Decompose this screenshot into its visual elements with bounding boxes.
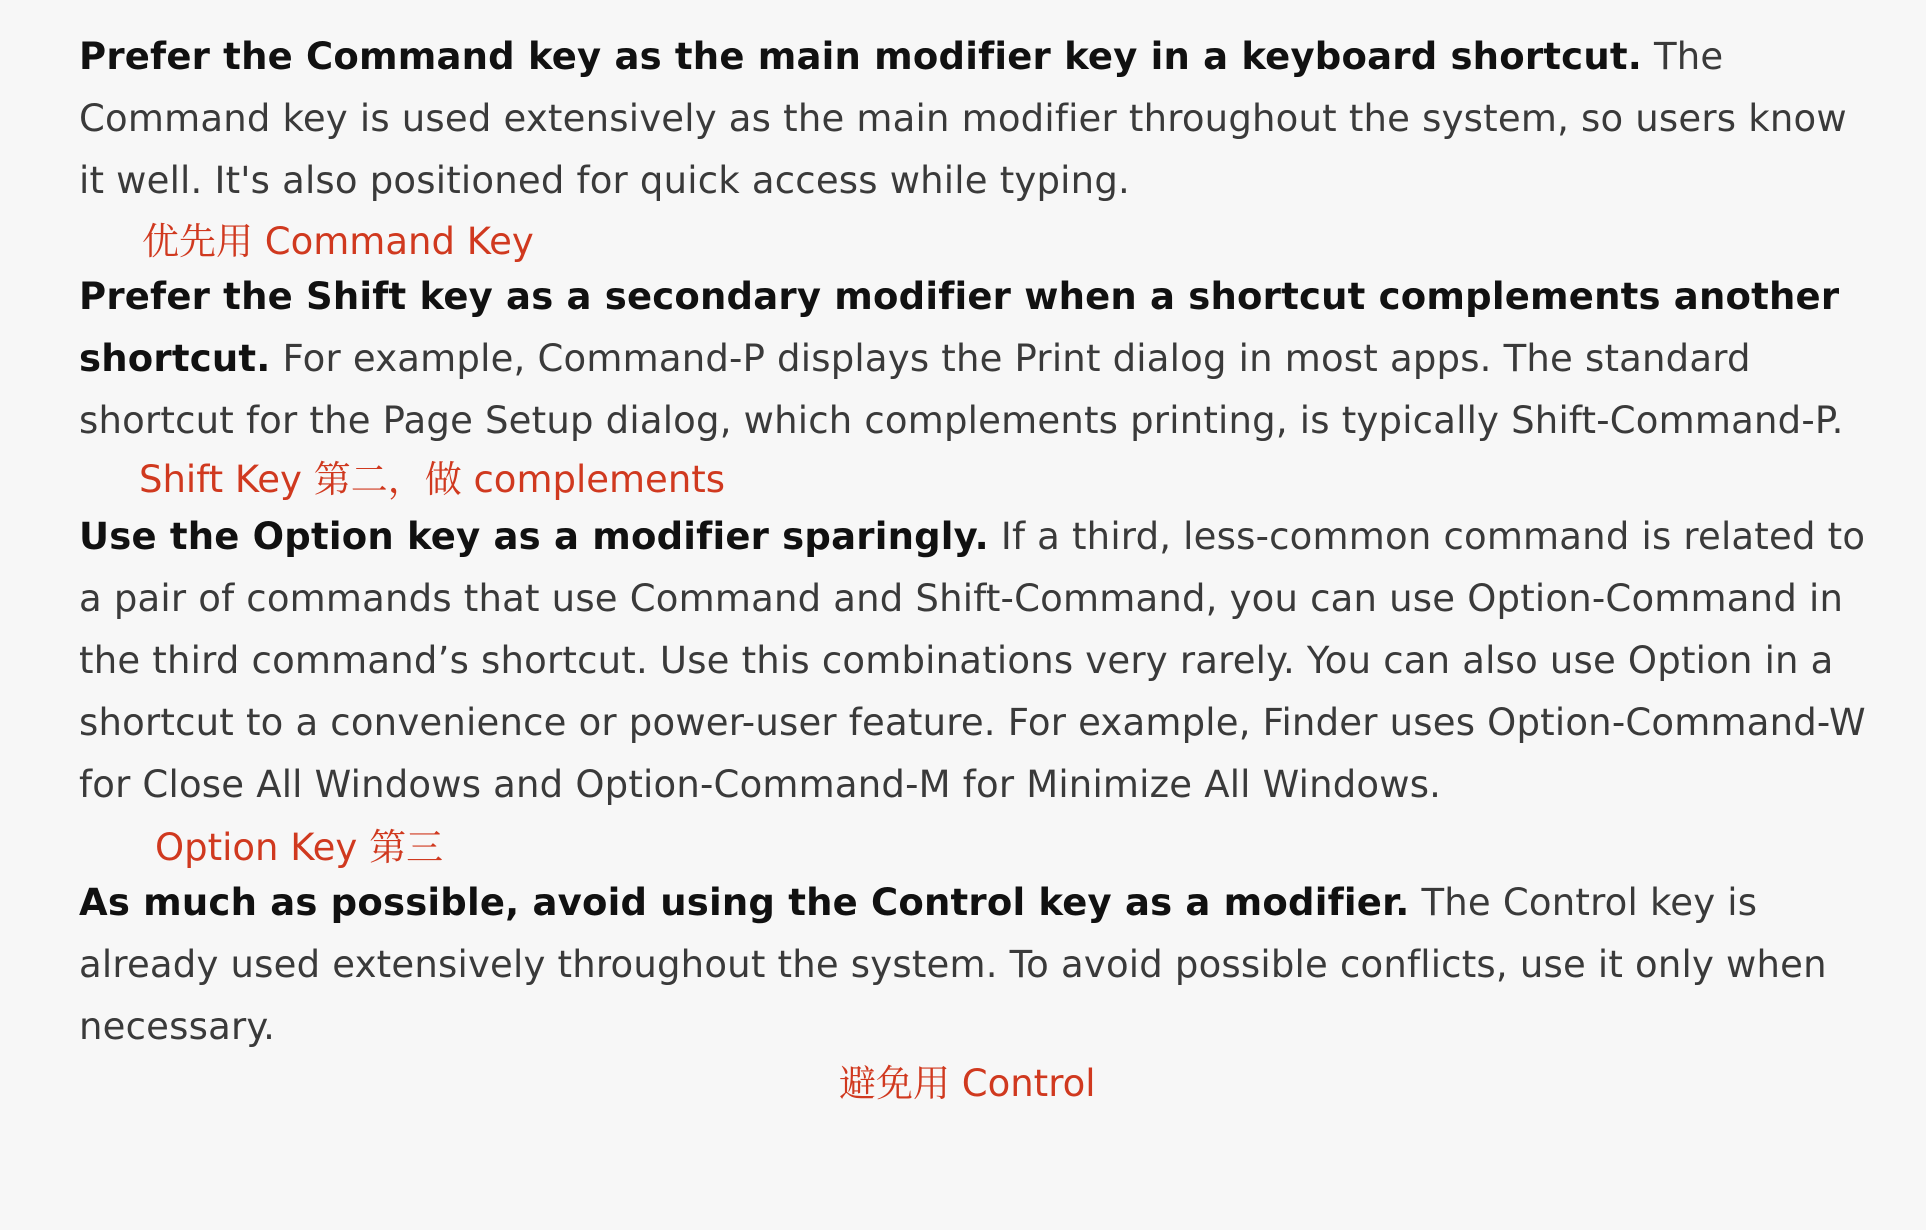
annotation-command-key: 优先用 Command Key xyxy=(142,220,534,263)
guideline-body: The Control key is already used extensively throughout the system. To avoid possible conflicts, use it only when necessary. xyxy=(79,881,1827,1048)
guideline-body: For example, Command-P displays the Print dialog in most apps. The standard shortcut for the Page Setup dialog, which complements printing, is typically Shift-Command-P. xyxy=(79,337,1844,442)
guideline-heading: Prefer the Shift key as a secondary modifier when a shortcut complements another shortcut. xyxy=(79,275,1840,380)
guideline-heading: Prefer the Command key as the main modifier key in a keyboard shortcut. xyxy=(79,35,1642,78)
annotation-shift-key: Shift Key 第二，做 complements xyxy=(139,458,726,501)
guideline-heading: Use the Option key as a modifier sparingly. xyxy=(79,515,989,558)
guideline-command-key xyxy=(79,26,1879,212)
annotation-control-key: 避免用 Control xyxy=(839,1062,1096,1105)
guideline-option-key xyxy=(79,506,1879,816)
guideline-body: If a third, less-common command is related to a pair of commands that use Command and Shift-Command, you can use Option-Command in the third command’s shortcut. Use this combinations very rarely. You can also use Option in a shortcut to a convenience or power-user feature. For example, Finder uses Option-Command-W for Close All Windows and Option-Command-M for Minimize All Windows. xyxy=(79,515,1866,806)
guideline-body: The Command key is used extensively as the main modifier throughout the system, so users know it well. It's also positioned for quick access while typing. xyxy=(79,35,1847,202)
guideline-control-key xyxy=(79,872,1879,1058)
annotation-option-key: Option Key 第三 xyxy=(155,826,444,869)
guideline-shift-key xyxy=(79,266,1879,452)
guidelines-content xyxy=(79,26,1879,1108)
guideline-heading: As much as possible, avoid using the Control key as a modifier. xyxy=(79,881,1410,924)
